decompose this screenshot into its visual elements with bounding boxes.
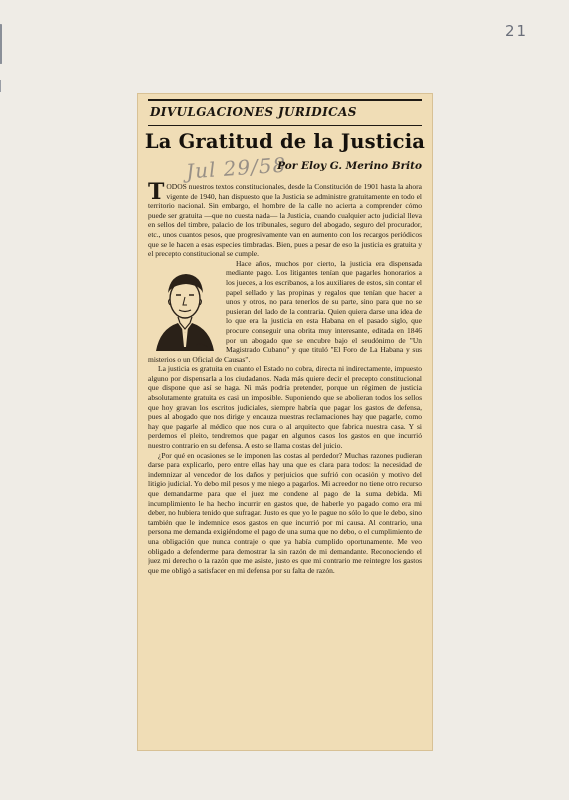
dropcap-letter: T <box>148 182 165 205</box>
margin-pencil-mark-small <box>0 80 7 92</box>
article-paragraph <box>148 182 422 259</box>
paragraph-text-1: ODOS nuestros textos constitucionales, desde la Constitución de 1901 hasta la ahora vigente de 1940, han dispuesto que la Justicia se administre gratuitamente en todo el territorio nacional. Sin embargo, el hombre de la calle no acierta a comprender cómo puede ser gratuita —que no cuesta nada— la Justicia, cuando cualquier acto judicial lleva en sellos del timbre, palacio de los tribunales, seguro del abogado, seguro del procurador, etc., unos cuantos pesos, que progresivamente van en aumento con los recargos periódicos que se le hacen a esas especies timbradas. Bien, pues a pesar de eso la justicia es gratuita y el precepto constitucional se cumple. <box>148 182 422 259</box>
portrait-sketch-icon <box>148 263 220 351</box>
section-header <box>148 99 422 126</box>
article-body <box>148 182 422 737</box>
article-headline: La Gratitud de la Justicia <box>144 130 426 153</box>
article-paragraph <box>148 364 422 450</box>
paragraph-text-4: ¿Por qué en ocasiones se le imponen las costas al perdedor? Muchas razones pudieran darse para explicarlo, pero entre ellas hay una que es clara para todos: la necesidad de indemnizar al vencedor de los daños y perjuicios que sufrió con ocasión y motivo del litigio judicial. Yo debo mil pesos y me niego a pagarlos. Mi acreedor no tiene otro recurso que demandarme para que el juez me condene al pago de la suma debida. Mi incumplimiento le ha hecho incurrir en gastos que, de haberle yo pagado como era mi deber, no hubiera tenido que sufragar. Justo es que yo le pague no sólo lo que le debo, sino también que le indemnice esos gastos en que incurrió por mi causa. Al contrario, una persona me demanda exigiéndome el pago de una suma que no debo, o el cumplimiento de una obligación que nunca contraje o que ya había cumplido oportunamente. Me veo obligado a defenderme para demostrar la sin razón de mi demandante. Reconociendo el juez mi derecho o la razón que me asiste, justo es que mi contrario me reintegre los gastos que me obligó a satisfacer en mi defensa por su falta de razón. <box>148 450 422 575</box>
article-paragraph <box>148 259 422 365</box>
author-portrait-drawing <box>148 263 220 351</box>
article-byline: Por Eloy G. Merino Brito <box>277 160 422 172</box>
margin-pencil-mark <box>0 24 10 64</box>
paragraph-text-3: La justicia es gratuita en cuanto el Estado no cobra, directa ni indirectamente, impuesto alguno por dispensarla a los ciudadanos. Nada más quiere decir el precepto constitucional que dispone que así se haga. Ni más podría pretender, porque un régimen de justicia absolutamente gratuita es casi un imposible. Suponiendo que se abolieran todos los sellos que hoy gravan los escritos judiciales, siempre habría que pagar los gastos de defensa, pues al abogado que nos dirige y encauza nuestras reclamaciones hay que pagarle, como hay que pagarle al médico que nos cura o al arquitecto que fabrica nuestra casa. Y si perdemos el pleito, tendremos que pagar en algunos casos los gastos en que incurrió nuestro contrario en su defensa. A esto se llama costas del juicio. <box>148 364 422 451</box>
newspaper-clipping <box>138 94 432 750</box>
handwritten-date: Jul 29/58 <box>185 152 288 184</box>
section-title: DIVULGACIONES JURIDICAS <box>150 105 357 119</box>
article-paragraph <box>148 451 422 576</box>
paragraph-text-2: Hace años, muchos por cierto, la justicia era dispensada mediante pago. Los litigantes tenían que pagarles honorarios a los jueces, a los escribanos, a los auxiliares de estos, sin contar el papel sellado y las propinas y regalos que tenían que hacer a unos y otros, no para tenerlos de su parte, sino para que no se pusieran del lado de la contraria. Quien quiera darse una idea de lo que era la justicia en esta Habana en el pasado siglo, que procure conseguir una obrita muy interesante, editada en 1846 por un abogado que se encubre bajo el seudónimo de "Un Magistrado Cubano" y que tituló "El Foro de La Habana y sus misterios o un Oficial de Causas". <box>148 258 422 364</box>
page-number: 21 <box>505 22 529 40</box>
